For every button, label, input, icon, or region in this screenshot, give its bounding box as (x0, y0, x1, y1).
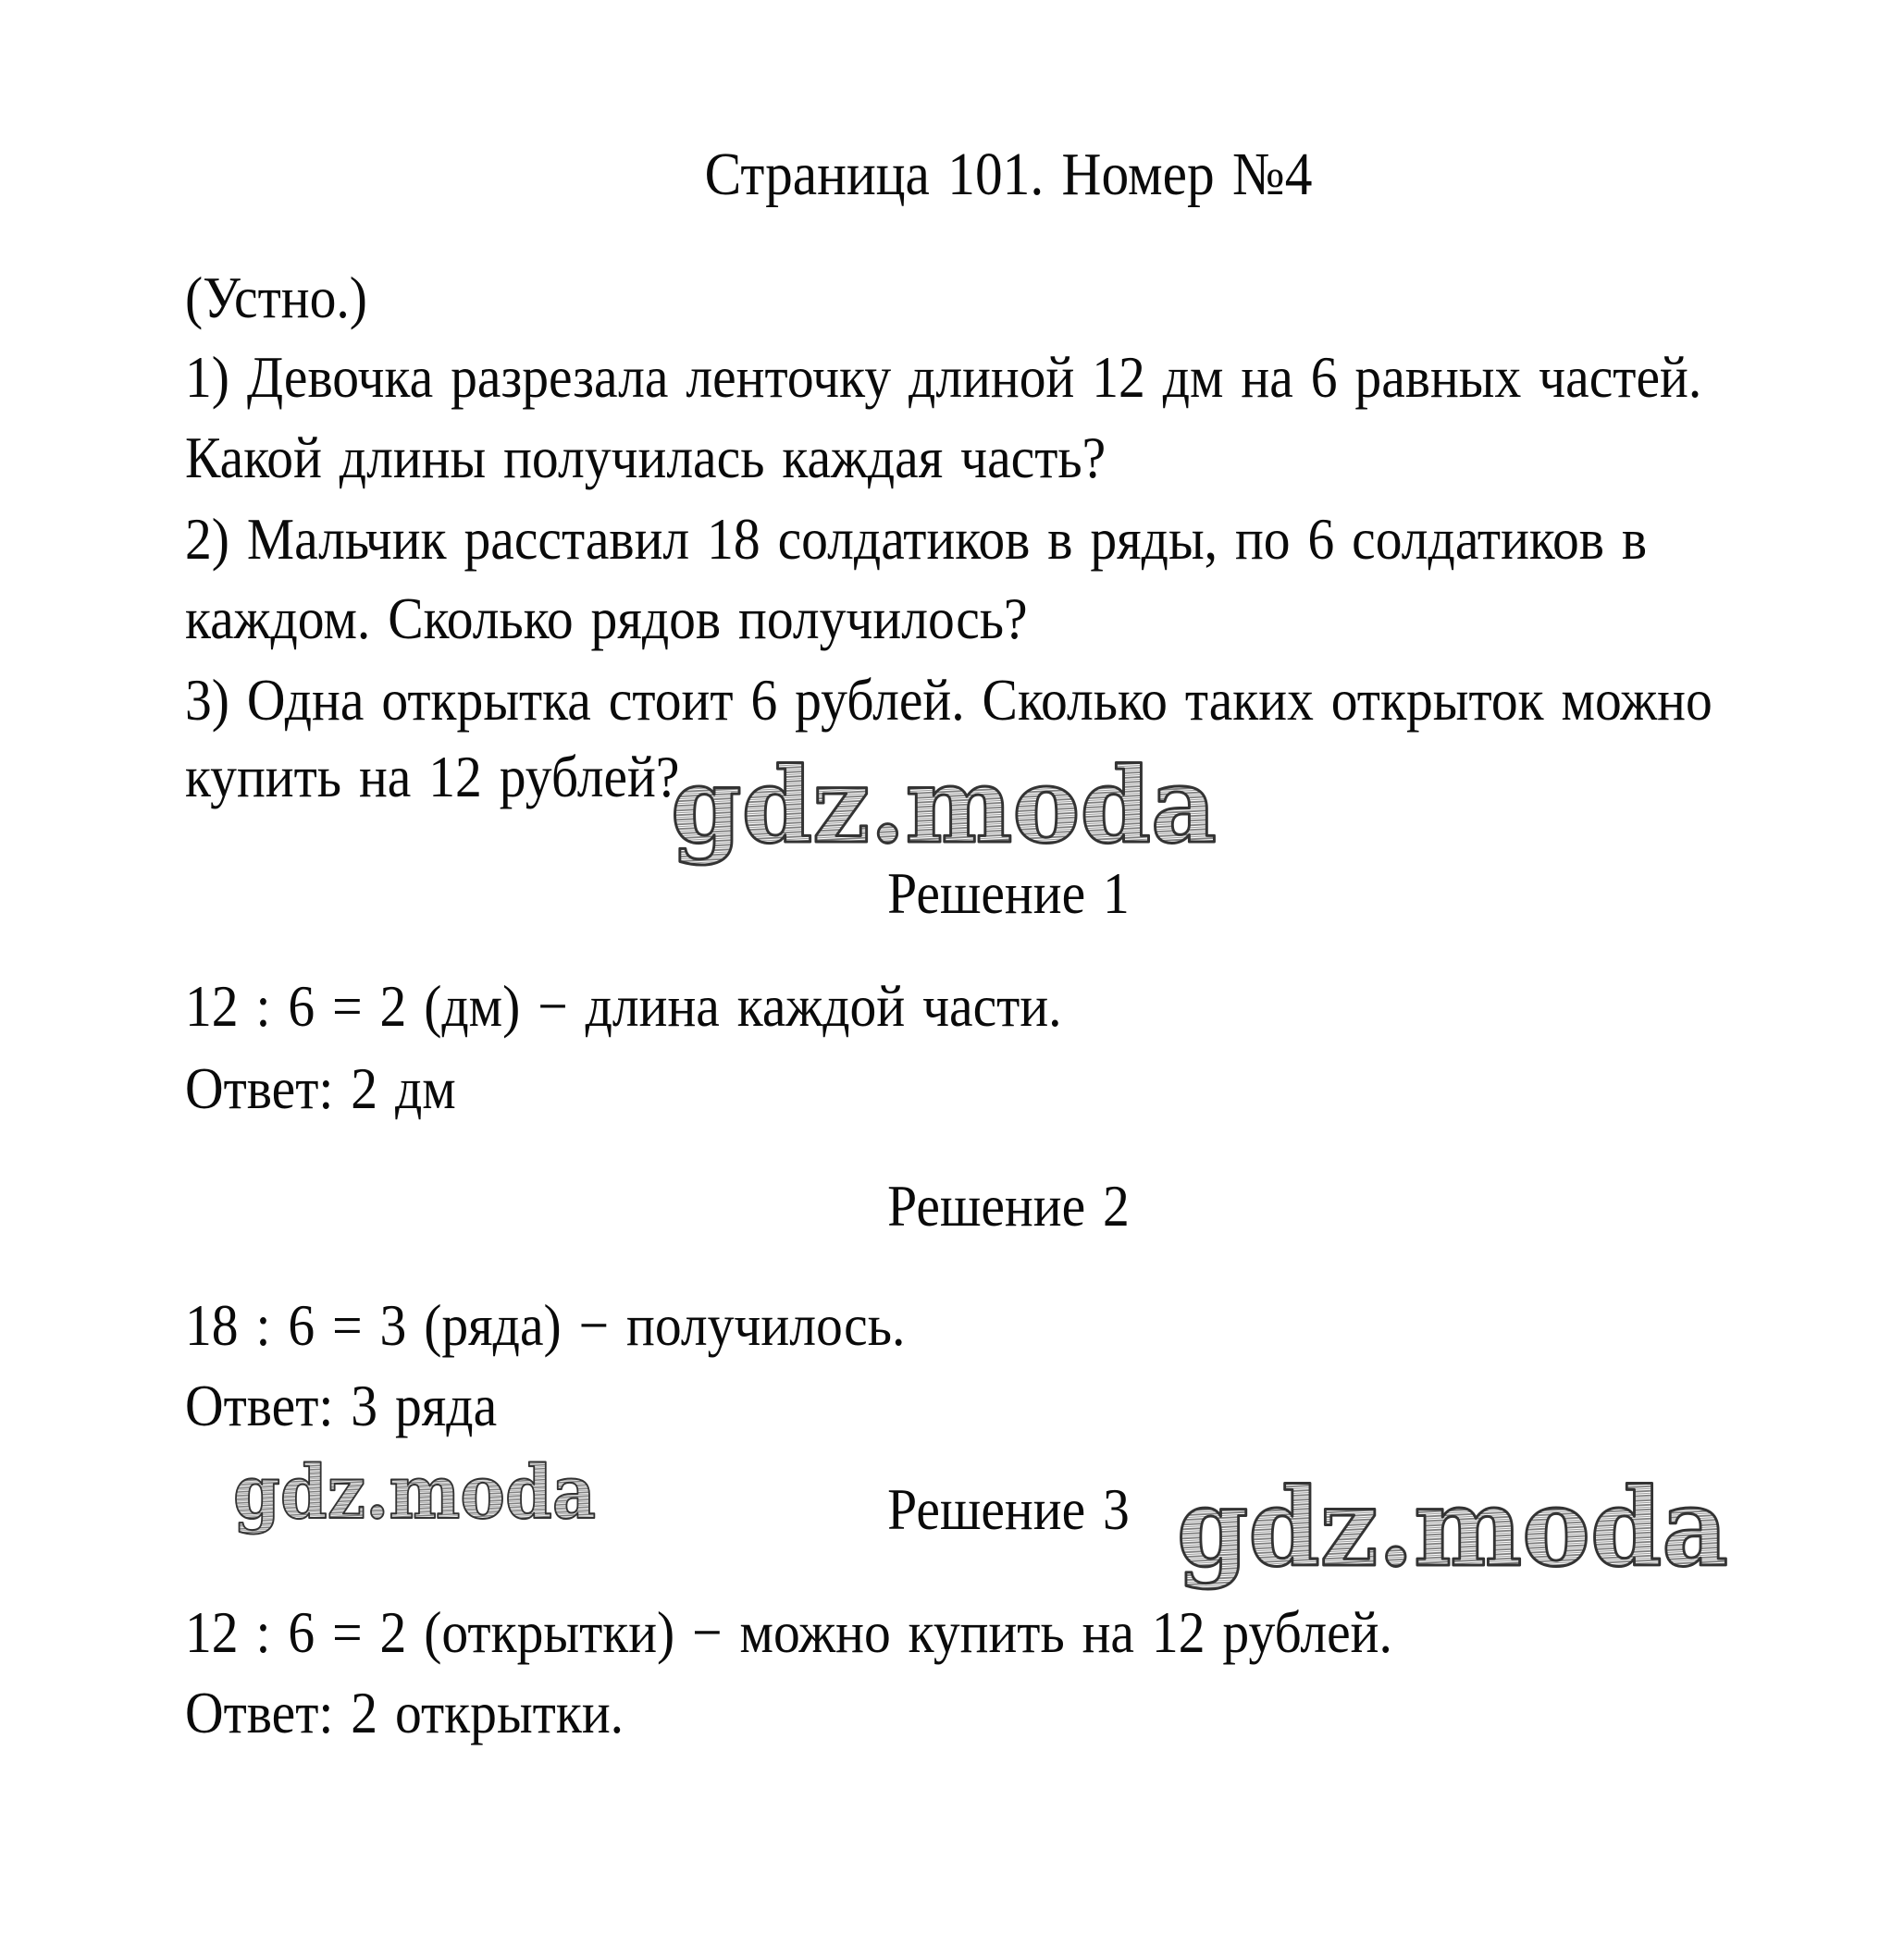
solution-2-equation: 18 : 6 = 3 (ряда) − получилось. (185, 1292, 906, 1358)
solution-3-heading: Решение 3 (887, 1476, 1130, 1542)
watermark-text: gdz.moda (671, 746, 1217, 867)
problem-3-line-1: 3) Одна открытка стоит 6 рублей. Сколько таких открыток можно (185, 667, 1712, 733)
problem-2-line-1: 2) Мальчик расставил 18 солдатиков в ряды, по 6 солдатиков в (185, 506, 1648, 572)
problem-3-line-2: купить на 12 рублей? (185, 744, 680, 809)
solution-1-answer: Ответ: 2 дм (185, 1055, 456, 1121)
watermark-gdz-moda-right (1177, 1454, 1750, 1607)
problem-1-line-2: Какой длины получилась каждая часть? (185, 425, 1107, 490)
solution-2-heading: Решение 2 (887, 1173, 1130, 1239)
watermark-text: gdz.moda (233, 1449, 596, 1535)
problem-2-line-2: каждом. Сколько рядов получилось? (185, 586, 1028, 651)
note-oral: (Устно.) (185, 265, 367, 330)
solution-3-answer: Ответ: 2 открытки. (185, 1680, 624, 1745)
problem-1-line-1: 1) Девочка разрезала ленточку длиной 12 дм на 6 равных частей. (185, 344, 1702, 410)
watermark-text: gdz.moda (1177, 1465, 1728, 1591)
solution-3-equation: 12 : 6 = 2 (открытки) − можно купить на 12 рублей. (185, 1599, 1392, 1665)
solution-1-heading: Решение 1 (887, 860, 1130, 926)
solution-1-equation: 12 : 6 = 2 (дм) − длина каждой части. (185, 973, 1062, 1039)
page-title: Страница 101. Номер №4 (704, 141, 1313, 208)
solution-2-answer: Ответ: 3 ряда (185, 1373, 498, 1438)
